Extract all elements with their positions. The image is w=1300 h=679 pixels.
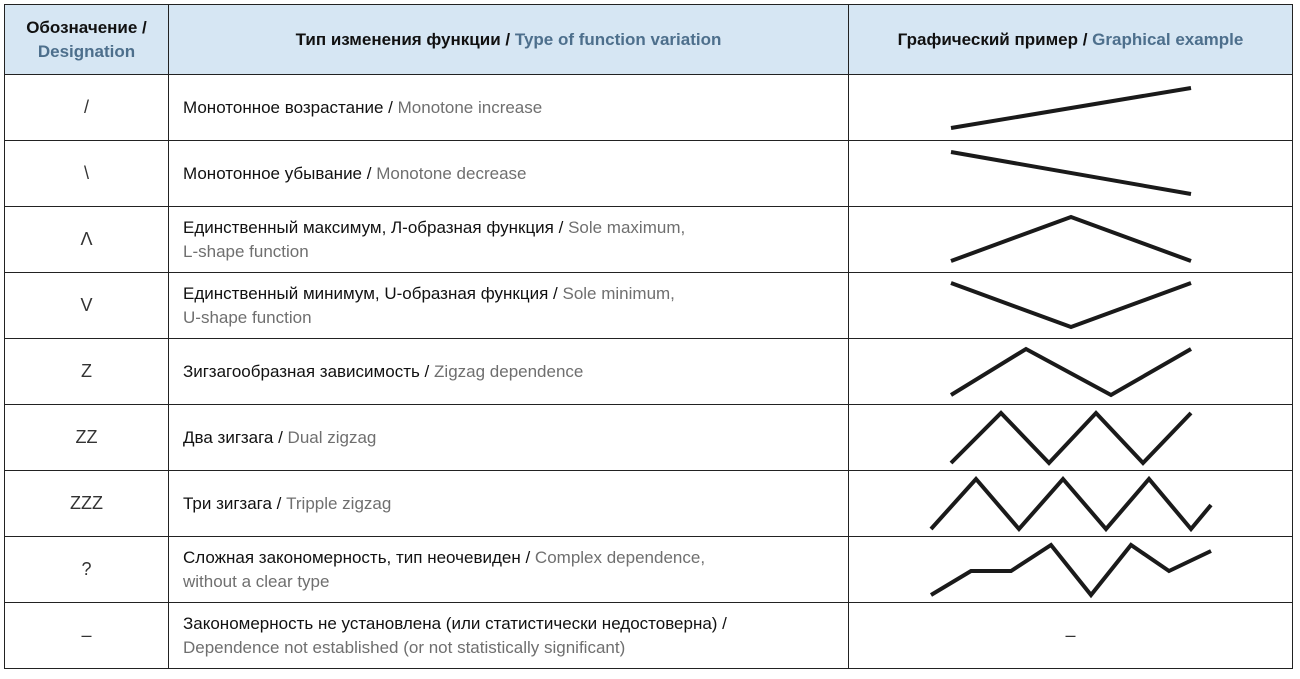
table-row <box>5 603 1293 669</box>
description-ru: Монотонное возрастание / <box>183 97 393 117</box>
header-designation-ru: Обозначение / <box>26 17 147 37</box>
description-ru: Сложная закономерность, тип неочевиден / <box>183 547 531 567</box>
graph-line <box>951 283 1191 327</box>
function-variation-table <box>4 4 1293 669</box>
graph-cell <box>849 273 1293 339</box>
description-en: Zigzag dependence <box>434 361 584 381</box>
description-ru: Зигзагообразная зависимость / <box>183 361 430 381</box>
description-en: Tripple zigzag <box>286 493 392 513</box>
zigzag-graph <box>921 341 1221 403</box>
graph-line <box>951 413 1191 463</box>
graph-cell <box>849 405 1293 471</box>
description-cell <box>169 603 849 669</box>
table-row <box>5 537 1293 603</box>
designation-cell: \ <box>5 141 169 207</box>
description-en-line2: L-shape function <box>183 241 309 261</box>
designation-cell: ZZZ <box>5 471 169 537</box>
description-cell <box>169 273 849 339</box>
graph-cell <box>849 75 1293 141</box>
table-header-row <box>5 5 1293 75</box>
monotone-increase-graph <box>921 78 1221 138</box>
designation-cell: – <box>5 603 169 669</box>
designation-cell: Λ <box>5 207 169 273</box>
description-cell <box>169 471 849 537</box>
description-en: Monotone increase <box>397 97 543 117</box>
description-en-line2: U-shape function <box>183 307 312 327</box>
graph-line <box>951 349 1191 395</box>
table-row <box>5 405 1293 471</box>
table-row <box>5 207 1293 273</box>
description-ru: Единственный максимум, Л-образная функция / <box>183 217 564 237</box>
header-designation <box>5 5 169 75</box>
monotone-decrease-graph <box>921 144 1221 204</box>
table-row <box>5 273 1293 339</box>
description-en: Monotone decrease <box>376 163 527 183</box>
description-en-line2: without a clear type <box>183 571 330 591</box>
table-row <box>5 141 1293 207</box>
designation-cell: Z <box>5 339 169 405</box>
description-cell <box>169 405 849 471</box>
description-cell <box>169 207 849 273</box>
description-ru: Закономерность не установлена (или статистически недостоверна) / <box>183 613 727 633</box>
table-row <box>5 75 1293 141</box>
header-designation-en: Designation <box>37 41 136 61</box>
graph-line <box>951 152 1191 194</box>
description-en: Sole minimum, <box>562 283 675 303</box>
dual-zigzag-graph <box>921 407 1221 469</box>
sole-maximum-graph <box>921 209 1221 271</box>
no-graph-dash: – <box>1065 625 1076 645</box>
graph-cell <box>849 339 1293 405</box>
graph-cell <box>849 537 1293 603</box>
description-en: Complex dependence, <box>534 547 706 567</box>
description-cell <box>169 75 849 141</box>
header-function-type-ru: Тип изменения функции / <box>295 29 511 49</box>
description-en: Dependence not established (or not statistically significant) <box>183 637 626 657</box>
description-en: Sole maximum, <box>568 217 686 237</box>
sole-minimum-graph <box>921 275 1221 337</box>
complex-dependence-graph <box>921 539 1221 601</box>
description-ru: Три зигзага / <box>183 493 282 513</box>
triple-zigzag-graph <box>921 473 1221 535</box>
graph-cell <box>849 141 1293 207</box>
designation-cell: / <box>5 75 169 141</box>
graph-line <box>951 88 1191 128</box>
graph-cell <box>849 207 1293 273</box>
graph-line <box>951 217 1191 261</box>
description-cell <box>169 537 849 603</box>
description-en: Dual zigzag <box>287 427 377 447</box>
graph-cell <box>849 471 1293 537</box>
designation-cell: ? <box>5 537 169 603</box>
description-ru: Монотонное убывание / <box>183 163 372 183</box>
graph-cell <box>849 603 1293 669</box>
designation-cell: V <box>5 273 169 339</box>
table-row <box>5 339 1293 405</box>
header-function-type <box>169 5 849 75</box>
header-function-type-en: Type of function variation <box>514 29 722 49</box>
description-ru: Два зигзага / <box>183 427 283 447</box>
header-graphical-example-ru: Графический пример / <box>897 29 1088 49</box>
table-row <box>5 471 1293 537</box>
graph-line <box>931 479 1211 529</box>
designation-cell: ZZ <box>5 405 169 471</box>
header-graphical-example-en: Graphical example <box>1092 29 1244 49</box>
header-graphical-example <box>849 5 1293 75</box>
description-ru: Единственный минимум, U-образная функция / <box>183 283 558 303</box>
description-cell <box>169 339 849 405</box>
description-cell <box>169 141 849 207</box>
graph-line <box>931 545 1211 595</box>
